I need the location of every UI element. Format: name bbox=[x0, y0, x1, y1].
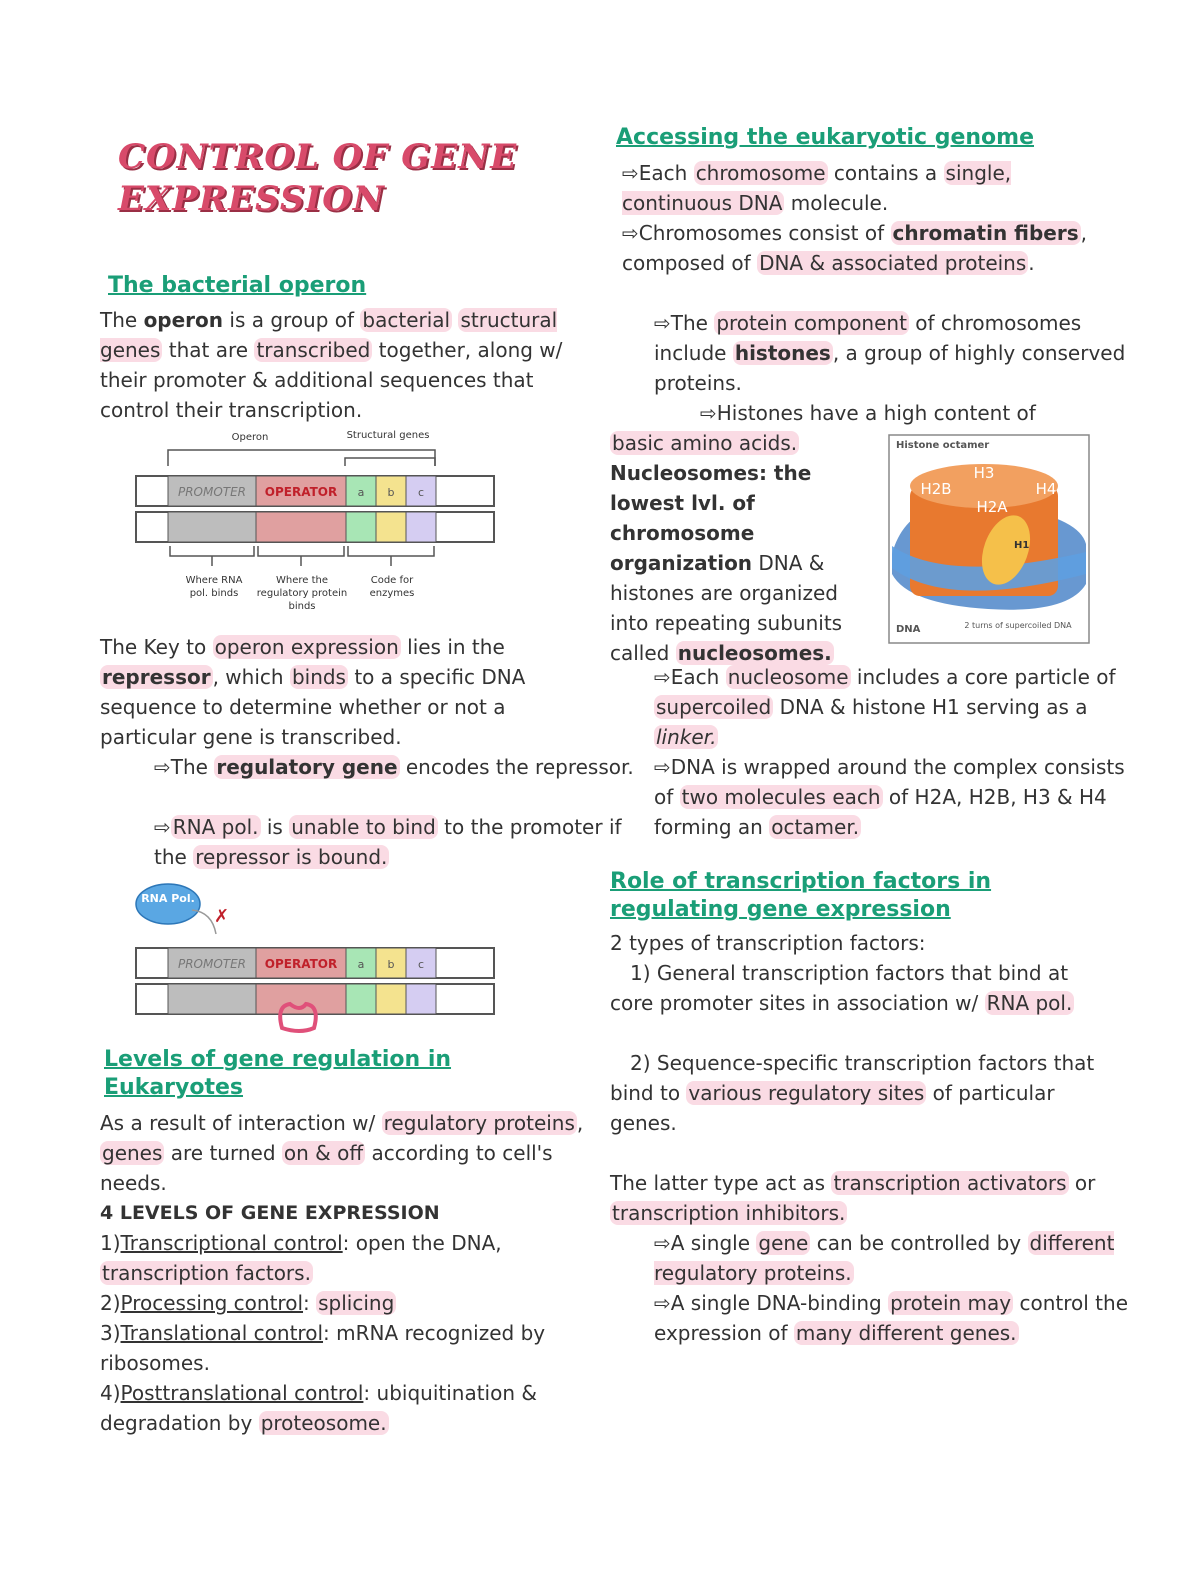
title-line-2: EXPRESSION bbox=[118, 179, 385, 219]
operon-label: Operon bbox=[231, 432, 269, 443]
arrow-icon: ⇨ bbox=[622, 161, 639, 185]
h3-label: H3 bbox=[973, 464, 995, 482]
rna-pol-line: ⇨ RNA pol. is unable to bind to the promoter if the repressor is bound. bbox=[154, 815, 622, 869]
arrow-icon: ⇨ bbox=[654, 1291, 671, 1315]
level-item: 2)Processing control: splicing bbox=[100, 1291, 395, 1315]
single-protein-line: ⇨A single DNA-binding protein may control the expression of many different genes. bbox=[654, 1291, 1129, 1345]
arrow-icon: ⇨ bbox=[654, 1231, 671, 1255]
h2a-label: H2A bbox=[976, 498, 1008, 516]
arrow-icon: ⇨ bbox=[622, 221, 639, 245]
term-on-off: on & off bbox=[283, 1141, 364, 1165]
h1-label: H1 bbox=[1014, 540, 1030, 551]
term-rna-pol: RNA pol. bbox=[172, 815, 259, 839]
levels-paragraph: As a result of interaction w/ regulatory proteins , genes are turned on & off according to cell's needs. bbox=[100, 1111, 584, 1195]
caption-regulatory: Where the regulatory protein binds bbox=[256, 575, 348, 612]
title-line-1: CONTROL OF GENE bbox=[118, 137, 518, 177]
term-repressor-bound: repressor is bound. bbox=[195, 845, 388, 869]
nucleosome-line-2: ⇨DNA is wrapped around the complex consists of two molecules each of H2A, H2B, H3 & H4 forming an octamer. bbox=[654, 755, 1125, 839]
gene-c-label: c bbox=[417, 486, 425, 499]
rna-pol-label: RNA Pol. bbox=[141, 892, 195, 905]
term-unable-to-bind: unable to bind bbox=[291, 815, 436, 839]
term-operon-expression: operon expression bbox=[214, 635, 399, 659]
nucleosome-paragraph: Nucleosomes: the lowest lvl. of chromosome organization DNA & histones are organized into repeating subunits called nucleosomes. bbox=[610, 461, 843, 665]
latter-paragraph: The latter type act as transcription activators or transcription inhibitors. bbox=[610, 1171, 1096, 1225]
single-gene-line: ⇨A single gene can be controlled by different regulatory proteins. bbox=[654, 1231, 1115, 1285]
h4-label: H4 bbox=[1035, 480, 1057, 498]
structural-bracket bbox=[345, 458, 435, 466]
arrow-icon: ⇨ bbox=[700, 401, 717, 425]
term-genes: genes bbox=[102, 1141, 163, 1165]
regulatory-gene-line: ⇨The regulatory gene encodes the repressor. bbox=[154, 755, 634, 779]
term-bacterial: bacterial bbox=[362, 308, 451, 332]
term-binds: binds bbox=[291, 665, 346, 689]
nucleosome-figure bbox=[888, 434, 1090, 644]
term-regulatory-gene: regulatory gene bbox=[216, 755, 398, 779]
page-title bbox=[118, 136, 558, 220]
operator-label: OPERATOR bbox=[264, 485, 338, 499]
promoter-label-2: PROMOTER bbox=[177, 957, 247, 971]
arrow-icon: ⇨ bbox=[654, 311, 671, 335]
access-line-2: ⇨Chromosomes consist of chromatin fibers , composed of DNA & associated proteins . bbox=[622, 221, 1087, 275]
level-item: 3)Translational control: mRNA recognized by ribosomes. bbox=[100, 1321, 546, 1375]
arrow-icon: ⇨ bbox=[154, 815, 171, 839]
structural-genes-label: Structural genes bbox=[346, 430, 430, 441]
caption-enzymes: Code for enzymes bbox=[369, 575, 415, 599]
promoter-label: PROMOTER bbox=[177, 485, 247, 499]
gene-a-label-2: a bbox=[357, 958, 365, 971]
operator-label-2: OPERATOR bbox=[264, 957, 338, 971]
term-structural-genes: structural genes bbox=[100, 308, 558, 362]
repressed-operon-diagram bbox=[130, 882, 510, 1042]
key-paragraph: The Key to operon expression lies in the repressor , which binds to a specific DNA sequence to determine whether or not a particular gene is transcribed. bbox=[100, 635, 526, 749]
term-transcribed: transcribed bbox=[256, 338, 371, 362]
term-repressor: repressor bbox=[102, 665, 211, 689]
term-regulatory-proteins: regulatory proteins bbox=[383, 1111, 575, 1135]
histone-octamer-label: Histone octamer bbox=[896, 440, 990, 451]
term-operon: operon bbox=[143, 308, 224, 332]
four-levels-title: 4 LEVELS OF GENE EXPRESSION bbox=[100, 1202, 440, 1224]
nucleosome-definition: Nucleosomes: the lowest lvl. of chromosome organization bbox=[610, 461, 812, 575]
gene-b-label: b bbox=[387, 486, 395, 499]
tf-sequence-specific: 2) Sequence-specific transcription factors that bind to various regulatory sites of particular genes. bbox=[610, 1051, 1095, 1135]
gene-c-label-2: c bbox=[417, 958, 425, 971]
arrow-icon: ⇨ bbox=[654, 665, 671, 689]
transcription-factors-heading: Role of transcription factors in regulating gene expression bbox=[610, 869, 992, 922]
level-item: 1)Transcriptional control: open the DNA, transcription factors. bbox=[100, 1231, 502, 1285]
access-line-4: ⇨Histones have a high content of basic amino acids. bbox=[612, 401, 1036, 455]
dna-label: DNA bbox=[896, 624, 921, 635]
access-line-3: ⇨The protein component of chromosomes include histones , a group of highly conserved proteins. bbox=[654, 311, 1126, 395]
levels-list bbox=[100, 1228, 610, 1438]
accessing-heading: Accessing the eukaryotic genome bbox=[616, 125, 1034, 150]
caption-rna-pol: Where RNA pol. binds bbox=[185, 575, 243, 599]
turns-label: 2 turns of supercoiled DNA bbox=[964, 621, 1072, 630]
term-nucleosomes: nucleosomes. bbox=[677, 641, 832, 665]
operon-paragraph: The operon is a group of bacterial structural genes that are transcribed together, along w/ their promoter & additional sequences that control their transcription. bbox=[100, 308, 563, 422]
tf-types: 2 types of transcription factors: bbox=[610, 931, 926, 955]
nucleosome-line-1: ⇨Each nucleosome includes a core particle of supercoiled DNA & histone H1 serving as a linker. bbox=[654, 665, 1116, 749]
arrow-icon: ⇨ bbox=[654, 755, 671, 779]
gene-a-label: a bbox=[357, 486, 365, 499]
tf-general: 1) General transcription factors that bind at core promoter sites in association w/ RNA pol. bbox=[610, 961, 1073, 1015]
access-line-1: ⇨Each chromosome contains a single, continuous DNA molecule. bbox=[622, 161, 1012, 215]
arrow-icon: ⇨ bbox=[154, 755, 171, 779]
level-item: 4)Posttranslational control: ubiquitination & degradation by proteosome. bbox=[100, 1381, 537, 1435]
levels-heading: Levels of gene regulation in Eukaryotes bbox=[104, 1047, 452, 1100]
gene-b-label-2: b bbox=[387, 958, 395, 971]
blocked-icon: ✗ bbox=[214, 906, 230, 927]
h2b-label: H2B bbox=[920, 480, 952, 498]
operon-heading: The bacterial operon bbox=[108, 273, 367, 298]
